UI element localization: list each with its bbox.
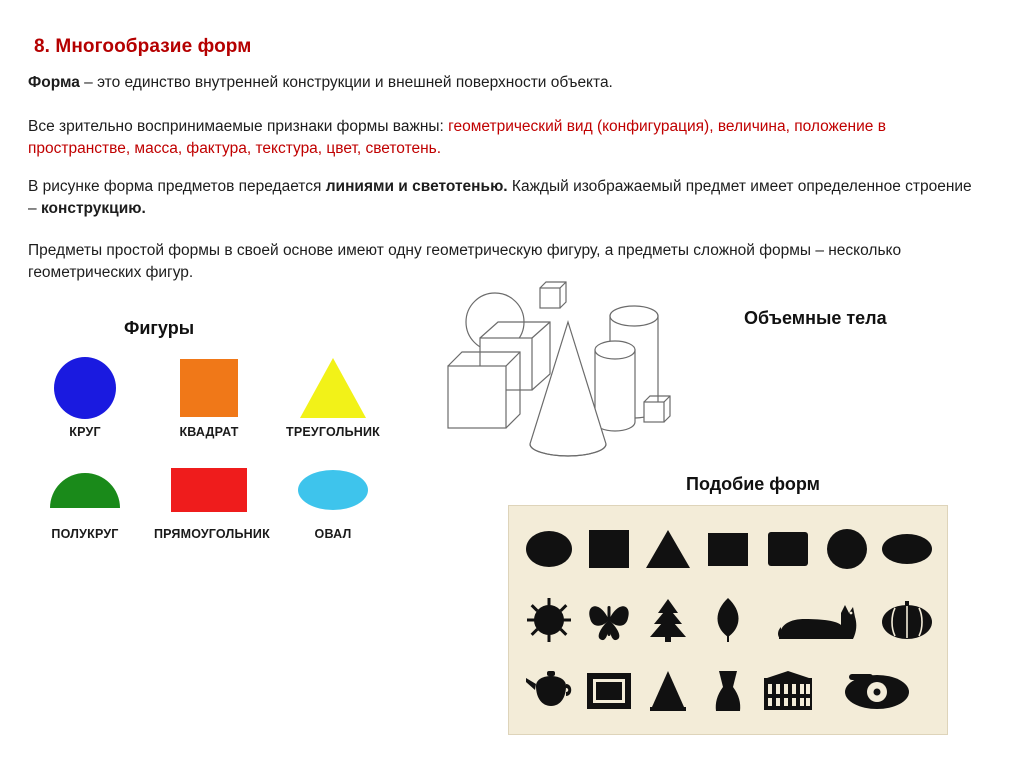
silhouette-tv-frame bbox=[579, 655, 639, 726]
silhouette-butterfly bbox=[579, 585, 639, 656]
square-shape-box bbox=[154, 355, 264, 421]
silhouette-triangle bbox=[638, 514, 698, 585]
silhouette-oval bbox=[877, 514, 937, 585]
silhouette-teapot bbox=[519, 655, 579, 726]
definition-text: – это единство внутренней конструкции и внешней поверхности объекта. bbox=[79, 74, 613, 91]
figures-row-2 bbox=[30, 457, 390, 541]
similarity-grid bbox=[509, 506, 947, 734]
heading-similarity: Подобие форм bbox=[686, 474, 820, 494]
silhouette-circle bbox=[818, 514, 878, 585]
heading-figures: Фигуры bbox=[124, 318, 195, 338]
silhouette-cat bbox=[758, 585, 877, 656]
paragraph-simple-complex: Предметы простой формы в своей основе имеют одну геометрическую фигуру, а предметы сложной формы – несколько геометрических фигур. bbox=[28, 242, 902, 281]
features-list: геометрический вид (конфигурация), величина, положение в пространстве, масса, фактура, текстура, цвет, светотень. bbox=[28, 118, 886, 157]
figure-circle bbox=[30, 355, 140, 439]
silhouette-rectangle bbox=[698, 514, 758, 585]
silhouette-building bbox=[758, 655, 818, 726]
silhouette-ellipse bbox=[519, 514, 579, 585]
drawing-emph-construction: конструкцию. bbox=[40, 200, 146, 217]
silhouette-fir-tree bbox=[638, 585, 698, 656]
square-icon bbox=[180, 359, 238, 417]
figures-group bbox=[30, 355, 390, 541]
silhouette-telephone bbox=[818, 655, 937, 726]
figure-label-semicircle: ПОЛУКРУГ bbox=[51, 527, 119, 541]
circle-shape-box bbox=[30, 355, 140, 421]
figure-square bbox=[154, 355, 264, 439]
term-forma: Форма bbox=[28, 74, 80, 91]
page-title: 8. Многообразие форм bbox=[34, 36, 252, 57]
oval-shape-box bbox=[278, 457, 388, 523]
circle-icon bbox=[54, 357, 116, 419]
volume-bodies-illustration bbox=[432, 280, 732, 485]
paragraph-definition bbox=[28, 72, 958, 94]
heading-volumes: Объемные тела bbox=[744, 308, 887, 328]
paragraph-features bbox=[28, 116, 968, 160]
figure-oval bbox=[278, 457, 388, 541]
figure-label-square: КВАДРАТ bbox=[179, 425, 239, 439]
drawing-text-a: В рисунке форма предметов передается bbox=[28, 178, 326, 195]
figure-label-rectangle: ПРЯМОУГОЛЬНИК bbox=[154, 527, 270, 541]
figure-semicircle bbox=[30, 457, 140, 541]
silhouette-pumpkin bbox=[877, 585, 937, 656]
silhouette-gear-flower bbox=[519, 585, 579, 656]
figures-row-1 bbox=[30, 355, 390, 439]
silhouette-rounded-rectangle bbox=[758, 514, 818, 585]
drawing-emph-lines: линиями и светотенью. bbox=[325, 178, 508, 195]
figure-label-circle: КРУГ bbox=[69, 425, 101, 439]
cylinder-short-icon bbox=[595, 341, 635, 431]
silhouette-square bbox=[579, 514, 639, 585]
oval-icon bbox=[298, 470, 368, 510]
features-lead: Все зрительно воспринимаемые признаки формы важны: bbox=[28, 118, 449, 135]
silhouette-sailboat bbox=[638, 655, 698, 726]
figure-label-oval: ОВАЛ bbox=[314, 527, 352, 541]
similarity-image bbox=[508, 505, 948, 735]
drawing-text-c: Каждый изображаемый предмет имеет определенное строение – bbox=[28, 178, 972, 217]
figure-label-triangle: ТРЕУГОЛЬНИК bbox=[285, 425, 380, 439]
figure-rectangle bbox=[154, 457, 270, 541]
paragraph-drawing bbox=[28, 176, 973, 220]
rectangle-icon bbox=[171, 468, 247, 512]
rectangle-shape-box bbox=[154, 457, 264, 523]
triangle-shape-box bbox=[278, 355, 388, 421]
silhouette-leaf bbox=[698, 585, 758, 656]
semicircle-icon bbox=[50, 473, 120, 508]
small-cube-top-icon bbox=[540, 282, 566, 308]
triangle-icon bbox=[300, 358, 366, 418]
semicircle-shape-box bbox=[30, 457, 140, 523]
silhouette-vase bbox=[698, 655, 758, 726]
figure-triangle bbox=[278, 355, 388, 439]
